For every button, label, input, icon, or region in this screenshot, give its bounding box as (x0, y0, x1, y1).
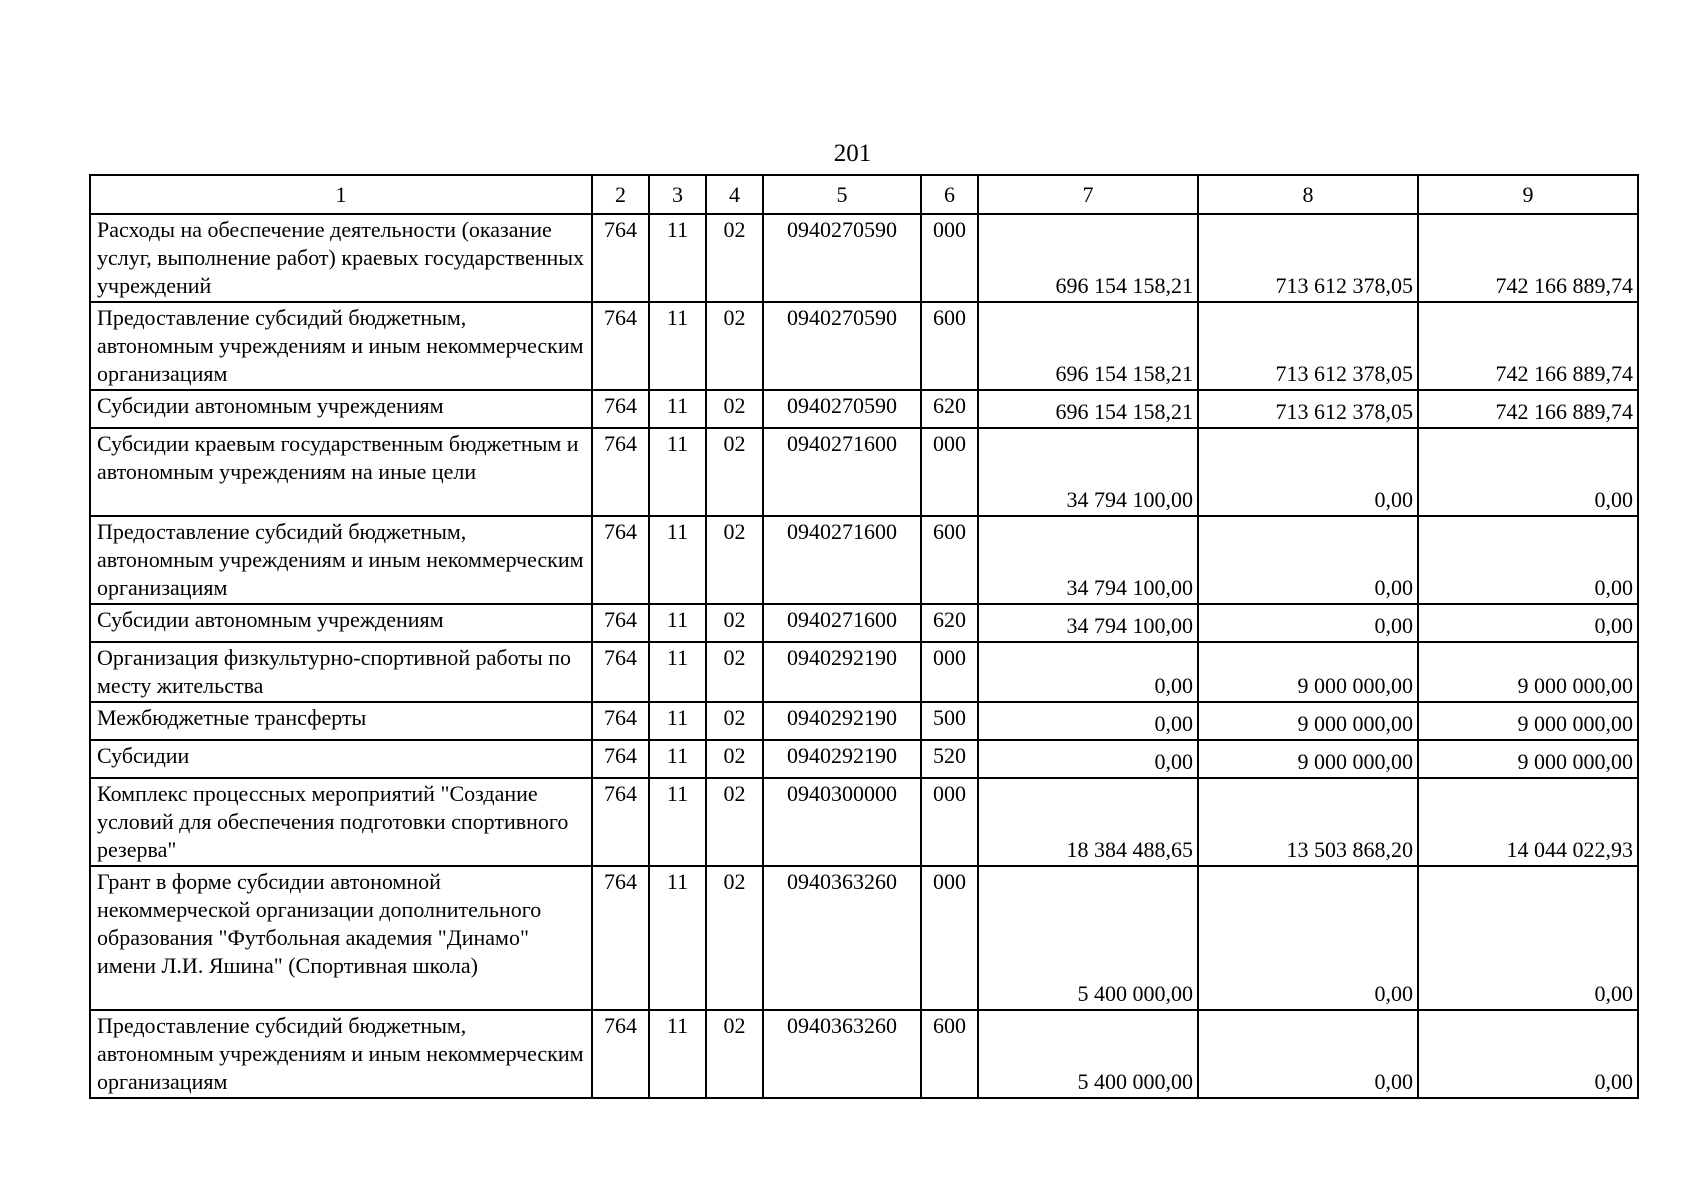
row-target-code: 0940270590 (763, 390, 921, 428)
row-amount-col8: 9 000 000,00 (1198, 702, 1418, 740)
row-target-code: 0940292190 (763, 642, 921, 702)
row-name: Предоставление субсидий бюджетным, автономным учреждениям и иным некоммерческим организациям (90, 516, 592, 604)
table-row (90, 866, 1638, 1010)
row-amount-col8: 0,00 (1198, 1010, 1418, 1098)
row-amount-col9: 9 000 000,00 (1418, 740, 1638, 778)
row-name: Субсидии автономным учреждениям (90, 390, 592, 428)
row-subsection-code: 02 (706, 516, 763, 604)
row-target-code: 0940271600 (763, 516, 921, 604)
row-amount-col9: 0,00 (1418, 428, 1638, 516)
row-amount-col8: 13 503 868,20 (1198, 778, 1418, 866)
row-name: Комплекс процессных мероприятий "Создание условий для обеспечения подготовки спортивного резерва" (90, 778, 592, 866)
row-amount-col9: 0,00 (1418, 516, 1638, 604)
row-section-code: 11 (649, 390, 706, 428)
row-name: Субсидии (90, 740, 592, 778)
row-target-code: 0940292190 (763, 702, 921, 740)
row-target-code: 0940270590 (763, 214, 921, 302)
row-ministry-code: 764 (592, 604, 649, 642)
row-section-code: 11 (649, 428, 706, 516)
row-amount-col8: 9 000 000,00 (1198, 642, 1418, 702)
row-target-code: 0940270590 (763, 302, 921, 390)
header-row (90, 175, 1638, 214)
row-ministry-code: 764 (592, 1010, 649, 1098)
table-row (90, 778, 1638, 866)
row-section-code: 11 (649, 642, 706, 702)
table-row (90, 702, 1638, 740)
row-amount-col7: 34 794 100,00 (978, 428, 1198, 516)
row-name: Предоставление субсидий бюджетным, автономным учреждениям и иным некоммерческим организациям (90, 302, 592, 390)
row-expense-type-code: 000 (921, 428, 978, 516)
row-ministry-code: 764 (592, 214, 649, 302)
row-amount-col7: 0,00 (978, 740, 1198, 778)
header-col-5: 5 (763, 175, 921, 214)
row-subsection-code: 02 (706, 740, 763, 778)
row-expense-type-code: 000 (921, 214, 978, 302)
row-expense-type-code: 520 (921, 740, 978, 778)
row-amount-col9: 0,00 (1418, 604, 1638, 642)
table-row (90, 428, 1638, 516)
row-ministry-code: 764 (592, 428, 649, 516)
row-amount-col8: 0,00 (1198, 428, 1418, 516)
table-row (90, 604, 1638, 642)
row-expense-type-code: 000 (921, 866, 978, 1010)
row-amount-col8: 0,00 (1198, 516, 1418, 604)
header-col-2: 2 (592, 175, 649, 214)
row-ministry-code: 764 (592, 778, 649, 866)
row-section-code: 11 (649, 778, 706, 866)
row-ministry-code: 764 (592, 302, 649, 390)
row-amount-col7: 5 400 000,00 (978, 1010, 1198, 1098)
row-subsection-code: 02 (706, 1010, 763, 1098)
row-target-code: 0940300000 (763, 778, 921, 866)
row-ministry-code: 764 (592, 390, 649, 428)
table-row (90, 1010, 1638, 1098)
row-ministry-code: 764 (592, 642, 649, 702)
row-subsection-code: 02 (706, 642, 763, 702)
row-section-code: 11 (649, 302, 706, 390)
row-amount-col7: 696 154 158,21 (978, 390, 1198, 428)
row-section-code: 11 (649, 1010, 706, 1098)
row-expense-type-code: 620 (921, 604, 978, 642)
row-name: Субсидии краевым государственным бюджетным и автономным учреждениям на иные цели (90, 428, 592, 516)
table-row (90, 740, 1638, 778)
row-ministry-code: 764 (592, 702, 649, 740)
row-ministry-code: 764 (592, 740, 649, 778)
row-expense-type-code: 600 (921, 516, 978, 604)
row-ministry-code: 764 (592, 516, 649, 604)
row-name: Субсидии автономным учреждениям (90, 604, 592, 642)
row-amount-col7: 0,00 (978, 702, 1198, 740)
row-expense-type-code: 500 (921, 702, 978, 740)
row-amount-col7: 18 384 488,65 (978, 778, 1198, 866)
row-subsection-code: 02 (706, 428, 763, 516)
header-col-9: 9 (1418, 175, 1638, 214)
row-section-code: 11 (649, 866, 706, 1010)
row-amount-col9: 14 044 022,93 (1418, 778, 1638, 866)
row-subsection-code: 02 (706, 302, 763, 390)
row-amount-col8: 9 000 000,00 (1198, 740, 1418, 778)
row-name: Предоставление субсидий бюджетным, автономным учреждениям и иным некоммерческим организациям (90, 1010, 592, 1098)
row-section-code: 11 (649, 702, 706, 740)
row-amount-col9: 742 166 889,74 (1418, 214, 1638, 302)
row-amount-col8: 713 612 378,05 (1198, 390, 1418, 428)
table-row (90, 642, 1638, 702)
row-amount-col9: 9 000 000,00 (1418, 702, 1638, 740)
row-name: Межбюджетные трансферты (90, 702, 592, 740)
row-amount-col8: 0,00 (1198, 866, 1418, 1010)
row-amount-col7: 0,00 (978, 642, 1198, 702)
row-amount-col9: 9 000 000,00 (1418, 642, 1638, 702)
row-section-code: 11 (649, 516, 706, 604)
row-subsection-code: 02 (706, 866, 763, 1010)
row-expense-type-code: 000 (921, 778, 978, 866)
header-col-1: 1 (90, 175, 592, 214)
row-section-code: 11 (649, 214, 706, 302)
header-col-8: 8 (1198, 175, 1418, 214)
table-row (90, 302, 1638, 390)
row-section-code: 11 (649, 604, 706, 642)
row-subsection-code: 02 (706, 214, 763, 302)
row-target-code: 0940271600 (763, 604, 921, 642)
table-row (90, 214, 1638, 302)
row-target-code: 0940363260 (763, 866, 921, 1010)
row-name: Грант в форме субсидии автономной некоммерческой организации дополнительного образования "Футбольная академия "Динамо" имени Л.И. Яшина" (Спортивная школа) (90, 866, 592, 1010)
row-target-code: 0940363260 (763, 1010, 921, 1098)
row-amount-col7: 5 400 000,00 (978, 866, 1198, 1010)
row-expense-type-code: 620 (921, 390, 978, 428)
row-amount-col9: 0,00 (1418, 866, 1638, 1010)
row-expense-type-code: 000 (921, 642, 978, 702)
row-expense-type-code: 600 (921, 302, 978, 390)
header-col-6: 6 (921, 175, 978, 214)
row-subsection-code: 02 (706, 390, 763, 428)
header-col-3: 3 (649, 175, 706, 214)
row-amount-col8: 0,00 (1198, 604, 1418, 642)
page-number: 201 (833, 140, 872, 167)
header-col-4: 4 (706, 175, 763, 214)
row-subsection-code: 02 (706, 604, 763, 642)
budget-table (89, 174, 1639, 1099)
row-amount-col8: 713 612 378,05 (1198, 214, 1418, 302)
header-col-7: 7 (978, 175, 1198, 214)
row-target-code: 0940292190 (763, 740, 921, 778)
row-ministry-code: 764 (592, 866, 649, 1010)
table-row (90, 516, 1638, 604)
row-subsection-code: 02 (706, 702, 763, 740)
row-amount-col9: 742 166 889,74 (1418, 390, 1638, 428)
row-amount-col7: 696 154 158,21 (978, 214, 1198, 302)
row-amount-col8: 713 612 378,05 (1198, 302, 1418, 390)
row-amount-col7: 34 794 100,00 (978, 604, 1198, 642)
row-amount-col9: 0,00 (1418, 1010, 1638, 1098)
row-subsection-code: 02 (706, 778, 763, 866)
row-amount-col7: 34 794 100,00 (978, 516, 1198, 604)
table-row (90, 390, 1638, 428)
row-amount-col9: 742 166 889,74 (1418, 302, 1638, 390)
row-expense-type-code: 600 (921, 1010, 978, 1098)
row-name: Организация физкультурно-спортивной работы по месту жительства (90, 642, 592, 702)
row-name: Расходы на обеспечение деятельности (оказание услуг, выполнение работ) краевых государственных учреждений (90, 214, 592, 302)
row-target-code: 0940271600 (763, 428, 921, 516)
row-amount-col7: 696 154 158,21 (978, 302, 1198, 390)
row-section-code: 11 (649, 740, 706, 778)
